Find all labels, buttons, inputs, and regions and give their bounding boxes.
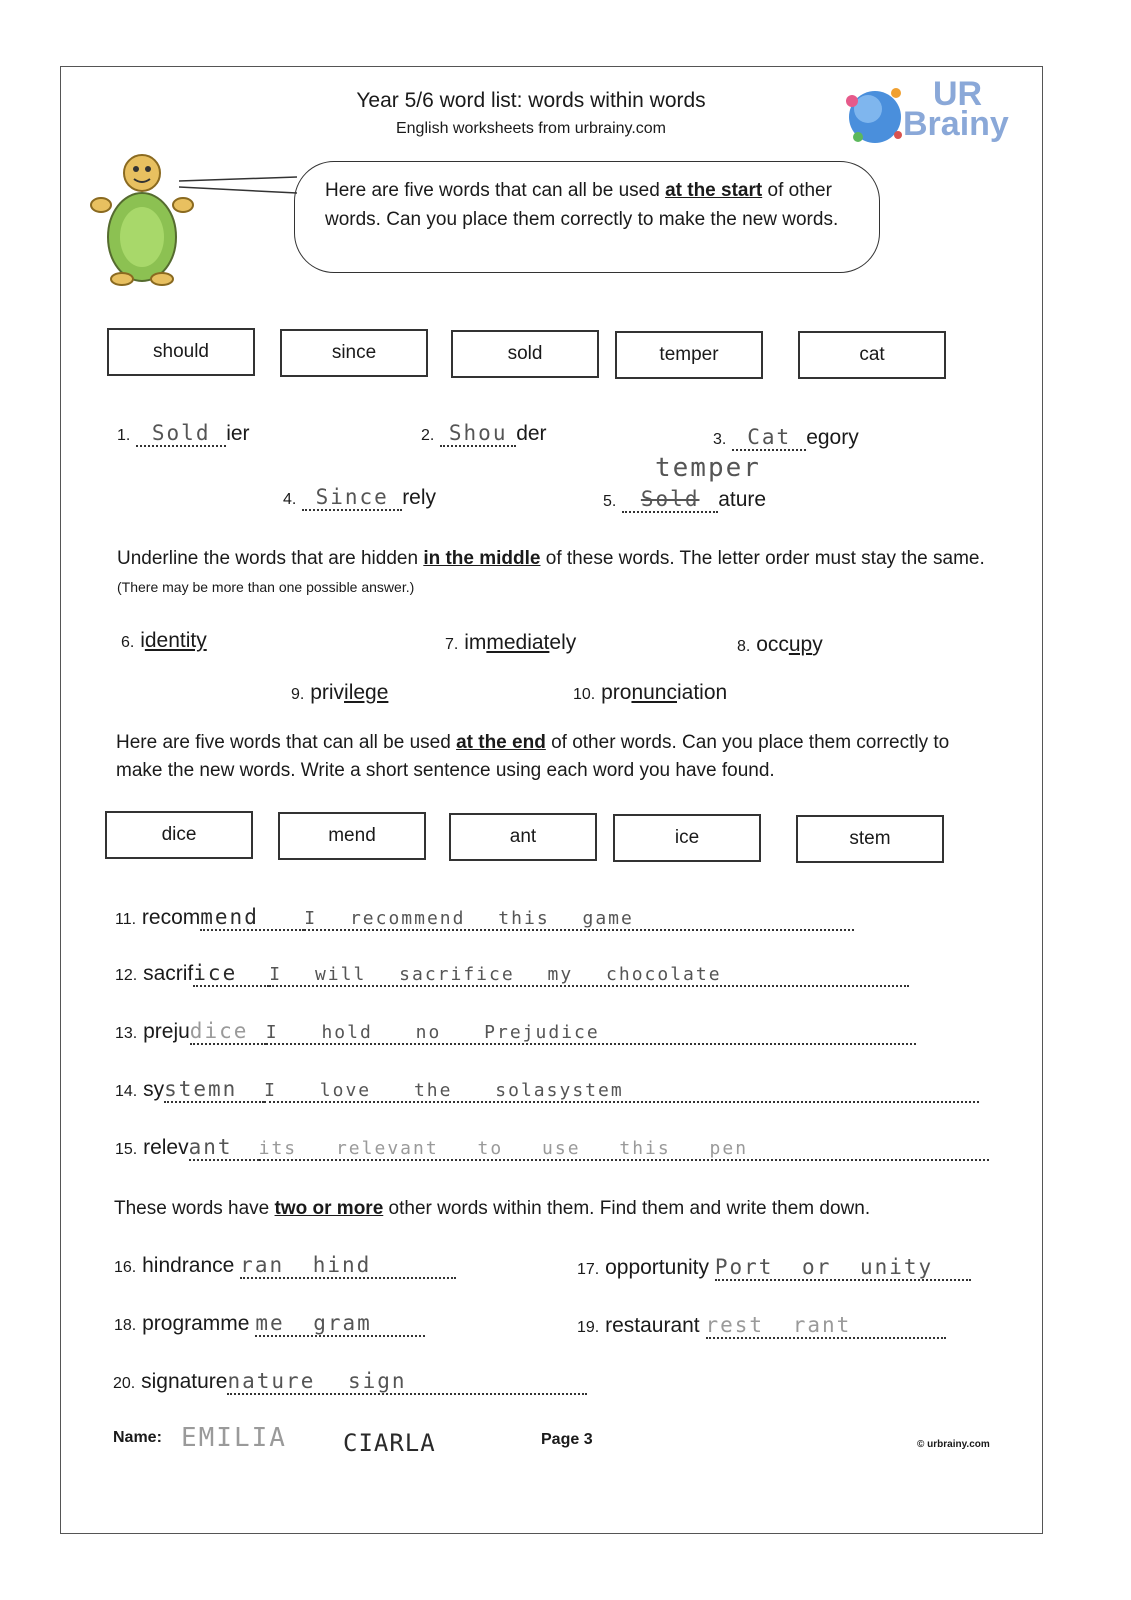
answer-field[interactable]: mend	[200, 905, 304, 931]
answer-field[interactable]: rest rant	[706, 1313, 946, 1339]
bubble-emphasis: at the start	[665, 180, 763, 201]
answer-field[interactable]: me gram	[255, 1311, 425, 1337]
word-suffix: rely	[402, 486, 437, 509]
underlined-word[interactable]: dentity	[144, 629, 207, 652]
end-word-box: ice	[613, 814, 761, 862]
question-number: 6.	[121, 634, 135, 651]
end-word-box: ant	[449, 813, 597, 861]
question-10	[573, 681, 727, 705]
question-number: 1.	[117, 427, 131, 444]
question-number: 19.	[577, 1319, 600, 1336]
answer-field[interactable]: Cat	[732, 425, 806, 451]
question-18	[114, 1311, 425, 1337]
question-20	[113, 1369, 587, 1395]
copyright: © urbrainy.com	[917, 1439, 990, 1450]
end-word-box: stem	[796, 815, 944, 863]
question-3	[713, 425, 859, 451]
end-word-box: mend	[278, 812, 426, 860]
question-14	[115, 1077, 995, 1103]
worksheet-title: Year 5/6 word list: words within words	[356, 89, 706, 112]
question-number: 8.	[737, 638, 751, 655]
answer-field[interactable]: ice	[193, 961, 269, 987]
question-16	[114, 1253, 456, 1279]
question-number: 18.	[114, 1317, 137, 1334]
underlined-word[interactable]: ilege	[344, 681, 389, 704]
question-15	[115, 1135, 1005, 1161]
question-8	[737, 633, 823, 657]
question-number: 16.	[114, 1259, 137, 1276]
student-last-name[interactable]: CIARLA	[343, 1429, 436, 1457]
answer-field[interactable]: dice	[190, 1019, 266, 1045]
question-number: 10.	[573, 686, 596, 703]
urbrainy-logo	[903, 75, 1009, 143]
question-number: 7.	[445, 636, 459, 653]
word-part: pro	[601, 681, 632, 704]
question-12	[115, 961, 995, 987]
word-prefix: sacrif	[143, 962, 194, 985]
answer-field[interactable]: Sold	[622, 487, 718, 513]
start-word-box: cat	[798, 331, 946, 379]
word-part: im	[464, 631, 487, 654]
name-label: Name:	[113, 1429, 162, 1446]
word-part: ely	[549, 631, 577, 654]
instr-note: (There may be more than one possible answer.)	[117, 579, 415, 595]
question-1	[117, 421, 250, 447]
answer-field[interactable]: stemn	[164, 1077, 264, 1103]
multi-instructions	[114, 1195, 1014, 1223]
instr-emphasis: two or more	[274, 1198, 384, 1219]
question-5	[603, 487, 766, 513]
word-prefix: relev	[143, 1136, 189, 1159]
question-6	[121, 629, 207, 653]
word-prefix: recom	[141, 906, 201, 929]
word-prefix: sy	[143, 1078, 165, 1101]
word-part: occ	[756, 633, 789, 656]
instr-text: Underline the words that are hidden	[117, 548, 424, 569]
sentence-field[interactable]: I love the solasystem	[264, 1080, 979, 1103]
instr-text: These words have	[114, 1198, 275, 1219]
start-word-box: sold	[451, 330, 599, 378]
underlined-word[interactable]: mediat	[486, 631, 550, 654]
question-number: 13.	[115, 1025, 138, 1042]
word: hindrance	[142, 1254, 235, 1277]
question-7	[445, 631, 576, 655]
word-suffix: ature	[718, 488, 767, 511]
question-19	[577, 1313, 946, 1339]
word-suffix: egory	[806, 426, 859, 449]
urbrainy-logo-icon	[838, 77, 912, 151]
question-number: 11.	[115, 911, 137, 928]
page-number: Page 3	[541, 1431, 593, 1448]
start-word-box: since	[280, 329, 428, 377]
instr-text: Here are five words that can all be used	[116, 732, 457, 753]
word-part: i	[140, 629, 145, 652]
instr-text: of other words. Can you place them correctly to make the new words. Write a short sentence using each word you have found.	[116, 732, 950, 781]
bubble-text-a: Here are five words that can all be used	[325, 180, 666, 201]
question-9	[291, 681, 388, 705]
logo-line2: Brainy	[903, 105, 1009, 143]
end-word-box: dice	[105, 811, 253, 859]
word: signature	[141, 1370, 228, 1393]
turtle-mascot-icon	[87, 147, 197, 287]
answer-field[interactable]: Port or unity	[715, 1255, 971, 1281]
answer-field[interactable]: ran hind	[240, 1253, 456, 1279]
answer-field[interactable]: ant	[189, 1135, 259, 1161]
question-number: 5.	[603, 493, 617, 510]
word-part: priv	[310, 681, 345, 704]
instr-emphasis: at the end	[456, 732, 546, 753]
word: restaurant	[605, 1314, 700, 1337]
answer-field[interactable]: Shou	[440, 421, 516, 447]
answer-field[interactable]: Since	[302, 485, 402, 511]
question-number: 2.	[421, 427, 435, 444]
question-number: 3.	[713, 431, 727, 448]
instr-text: of these words. The letter order must stay the same.	[540, 548, 985, 569]
middle-instructions	[117, 545, 1017, 601]
instr-emphasis: in the middle	[423, 548, 541, 569]
worksheet-page	[60, 66, 1043, 1534]
sentence-field[interactable]: I will sacrifice my chocolate	[269, 964, 909, 987]
bubble-text-c: of other words. Can you place them correctly to make the new words.	[325, 180, 839, 230]
start-word-box: temper	[615, 331, 763, 379]
question-number: 17.	[577, 1261, 600, 1278]
answer-field[interactable]: nature sign	[227, 1369, 587, 1395]
instr-text: other words within them. Find them and write them down.	[383, 1198, 871, 1219]
sentence-field[interactable]: I recommend this game	[304, 908, 854, 931]
handwritten-correction: temper	[655, 453, 761, 483]
word: programme	[142, 1312, 250, 1335]
answer-field[interactable]: Sold	[136, 421, 226, 447]
question-2	[421, 421, 547, 447]
question-4	[283, 485, 436, 511]
question-13	[115, 1019, 995, 1045]
speech-bubble	[294, 161, 880, 273]
sentence-field[interactable]: its relevant to use this pen	[259, 1138, 989, 1161]
end-instructions	[116, 729, 996, 785]
sentence-field[interactable]: I hold no Prejudice	[266, 1022, 916, 1045]
question-number: 20.	[113, 1375, 136, 1392]
logo-line1: UR	[933, 75, 983, 113]
question-17	[577, 1255, 971, 1281]
question-11	[115, 905, 985, 931]
question-number: 9.	[291, 686, 305, 703]
word-suffix: ier	[226, 422, 250, 445]
word-suffix: der	[516, 422, 547, 445]
start-word-box: should	[107, 328, 255, 376]
word-part: iation	[677, 681, 728, 704]
question-number: 12.	[115, 967, 138, 984]
question-number: 15.	[115, 1141, 138, 1158]
underlined-word[interactable]: up	[788, 633, 813, 656]
word-part: y	[812, 633, 823, 656]
student-first-name[interactable]: EMILIA	[181, 1423, 287, 1453]
question-number: 14.	[115, 1083, 138, 1100]
underlined-word[interactable]: nunc	[631, 681, 677, 704]
worksheet-subtitle: English worksheets from urbrainy.com	[395, 120, 667, 137]
word: opportunity	[605, 1256, 709, 1279]
word-prefix: preju	[143, 1020, 190, 1043]
question-number: 4.	[283, 491, 297, 508]
speech-pointer	[179, 175, 299, 195]
